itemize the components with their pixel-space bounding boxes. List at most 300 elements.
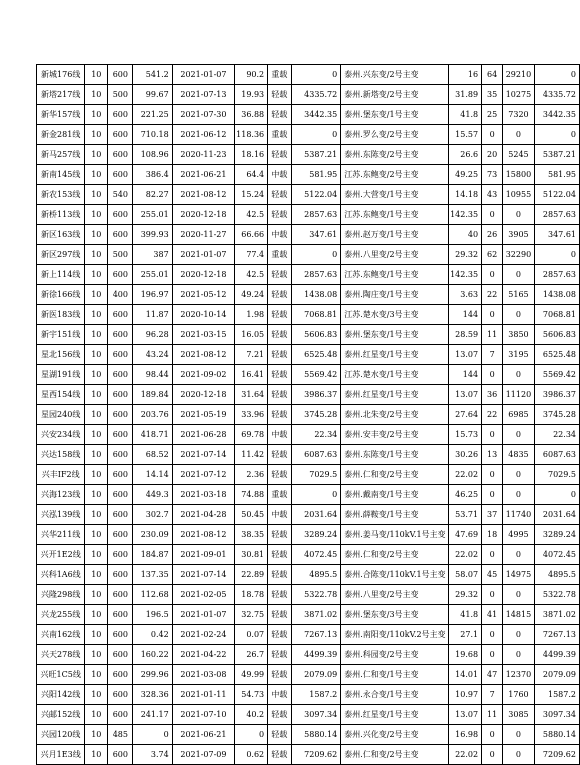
- cell-rated-current: 600: [108, 525, 133, 545]
- cell-substation: 泰州.红星变/1号主变: [341, 345, 449, 365]
- table-body: [37, 65, 580, 765]
- cell-rated-current: 500: [108, 85, 133, 105]
- table-row: [37, 525, 580, 545]
- cell-line-name: 兴南162线: [37, 625, 85, 645]
- cell-load-status: 中载: [268, 505, 291, 525]
- cell-rated-current: 500: [108, 245, 133, 265]
- cell-capacity-value: 7267.13: [534, 625, 579, 645]
- cell-col-l: 0: [503, 585, 535, 605]
- cell-load-status: 重载: [268, 65, 291, 85]
- cell-col-k: 41: [482, 605, 503, 625]
- cell-load-rate: 42.5: [235, 205, 268, 225]
- cell-substation-load-rate: 13.07: [449, 345, 482, 365]
- cell-substation-load-rate: 22.02: [449, 545, 482, 565]
- cell-line-name: 兴天278线: [37, 645, 85, 665]
- cell-load-current: 449.3: [133, 485, 172, 505]
- cell-substation-load-rate: 31.89: [449, 85, 482, 105]
- cell-voltage: 10: [85, 565, 108, 585]
- cell-date: 2021-06-21: [172, 725, 234, 745]
- cell-load-status: 轻载: [268, 605, 291, 625]
- cell-load-rate: 11.42: [235, 445, 268, 465]
- cell-substation-load-rate: 28.59: [449, 325, 482, 345]
- cell-rated-current: 600: [108, 165, 133, 185]
- cell-available-capacity: 4335.72: [291, 85, 341, 105]
- cell-date: 2021-08-12: [172, 185, 234, 205]
- cell-line-name: 兴达158线: [37, 445, 85, 465]
- cell-substation: 泰州.仁和变/2号主变: [341, 465, 449, 485]
- cell-load-status: 重载: [268, 245, 291, 265]
- cell-col-k: 0: [482, 265, 503, 285]
- cell-line-name: 兴隆298线: [37, 585, 85, 605]
- cell-load-current: 241.17: [133, 705, 172, 725]
- cell-substation-load-rate: 46.25: [449, 485, 482, 505]
- cell-load-rate: 36.88: [235, 105, 268, 125]
- cell-rated-current: 600: [108, 665, 133, 685]
- table-row: [37, 445, 580, 465]
- cell-load-status: 轻载: [268, 665, 291, 685]
- table-row: [37, 265, 580, 285]
- cell-capacity-value: 5569.42: [534, 365, 579, 385]
- cell-capacity-value: 6087.63: [534, 445, 579, 465]
- cell-col-l: 0: [503, 265, 535, 285]
- cell-col-l: 6985: [503, 405, 535, 425]
- cell-capacity-value: 4335.72: [534, 85, 579, 105]
- cell-capacity-value: 5387.21: [534, 145, 579, 165]
- cell-capacity-value: 4895.5: [534, 565, 579, 585]
- cell-date: 2021-09-02: [172, 365, 234, 385]
- cell-load-current: 196.97: [133, 285, 172, 305]
- cell-load-current: 399.93: [133, 225, 172, 245]
- cell-load-current: 541.2: [133, 65, 172, 85]
- cell-substation: 泰州.科园变/2号主变: [341, 645, 449, 665]
- cell-line-name: 兴阳142线: [37, 685, 85, 705]
- cell-load-rate: 77.4: [235, 245, 268, 265]
- cell-load-rate: 74.88: [235, 485, 268, 505]
- cell-col-l: 11740: [503, 505, 535, 525]
- cell-rated-current: 600: [108, 565, 133, 585]
- cell-available-capacity: 3745.28: [291, 405, 341, 425]
- cell-substation: 泰州.大营变/1号主变: [341, 185, 449, 205]
- cell-load-current: 96.28: [133, 325, 172, 345]
- cell-col-l: 0: [503, 725, 535, 745]
- cell-substation: 泰州.北朱变/2号主变: [341, 405, 449, 425]
- cell-rated-current: 600: [108, 145, 133, 165]
- cell-line-name: 兴海123线: [37, 485, 85, 505]
- cell-line-name: 兴旺1C5线: [37, 665, 85, 685]
- cell-col-l: 0: [503, 645, 535, 665]
- table-row: [37, 325, 580, 345]
- cell-date: 2021-09-01: [172, 545, 234, 565]
- cell-line-name: 新农153线: [37, 185, 85, 205]
- cell-rated-current: 600: [108, 105, 133, 125]
- cell-available-capacity: 5387.21: [291, 145, 341, 165]
- cell-line-name: 兴龙255线: [37, 605, 85, 625]
- cell-substation-load-rate: 47.69: [449, 525, 482, 545]
- cell-substation: 泰州.赵万变/1号主变: [341, 225, 449, 245]
- cell-capacity-value: 3986.37: [534, 385, 579, 405]
- cell-available-capacity: 7267.13: [291, 625, 341, 645]
- cell-substation-load-rate: 16: [449, 65, 482, 85]
- cell-load-rate: 16.05: [235, 325, 268, 345]
- cell-col-l: 3195: [503, 345, 535, 365]
- cell-col-l: 3085: [503, 705, 535, 725]
- cell-col-k: 13: [482, 445, 503, 465]
- cell-load-current: 328.36: [133, 685, 172, 705]
- cell-col-l: 4995: [503, 525, 535, 545]
- cell-load-current: 203.76: [133, 405, 172, 425]
- cell-load-status: 轻载: [268, 285, 291, 305]
- cell-voltage: 10: [85, 225, 108, 245]
- cell-load-status: 轻载: [268, 625, 291, 645]
- cell-load-current: 3.74: [133, 745, 172, 765]
- table-row: [37, 145, 580, 165]
- cell-col-l: 11120: [503, 385, 535, 405]
- cell-load-rate: 118.36: [235, 125, 268, 145]
- cell-substation: 泰州.薛鞍变/1号主变: [341, 505, 449, 525]
- cell-load-status: 轻载: [268, 725, 291, 745]
- cell-col-l: 7320: [503, 105, 535, 125]
- cell-available-capacity: 3289.24: [291, 525, 341, 545]
- cell-voltage: 10: [85, 85, 108, 105]
- cell-col-l: 0: [503, 465, 535, 485]
- cell-date: 2021-07-12: [172, 465, 234, 485]
- cell-voltage: 10: [85, 165, 108, 185]
- cell-date: 2020-12-18: [172, 205, 234, 225]
- cell-rated-current: 540: [108, 185, 133, 205]
- cell-load-current: 98.44: [133, 365, 172, 385]
- cell-capacity-value: 4072.45: [534, 545, 579, 565]
- cell-capacity-value: 5322.78: [534, 585, 579, 605]
- cell-col-k: 35: [482, 85, 503, 105]
- cell-col-l: 0: [503, 425, 535, 445]
- cell-load-rate: 1.98: [235, 305, 268, 325]
- cell-substation-load-rate: 15.57: [449, 125, 482, 145]
- cell-load-rate: 22.89: [235, 565, 268, 585]
- cell-col-k: 47: [482, 665, 503, 685]
- cell-load-current: 230.09: [133, 525, 172, 545]
- table-row: [37, 425, 580, 445]
- cell-load-rate: 90.2: [235, 65, 268, 85]
- cell-line-name: 新宇151线: [37, 325, 85, 345]
- table-row: [37, 665, 580, 685]
- cell-voltage: 10: [85, 405, 108, 425]
- cell-line-name: 新金281线: [37, 125, 85, 145]
- cell-substation-load-rate: 15.73: [449, 425, 482, 445]
- cell-line-name: 星北156线: [37, 345, 85, 365]
- table-row: [37, 345, 580, 365]
- cell-load-rate: 0.07: [235, 625, 268, 645]
- cell-substation-load-rate: 40: [449, 225, 482, 245]
- cell-voltage: 10: [85, 285, 108, 305]
- cell-col-k: 43: [482, 185, 503, 205]
- cell-voltage: 10: [85, 445, 108, 465]
- cell-substation: 江苏.东鲍变/1号主变: [341, 265, 449, 285]
- cell-voltage: 10: [85, 465, 108, 485]
- cell-load-status: 中载: [268, 225, 291, 245]
- cell-available-capacity: 3871.02: [291, 605, 341, 625]
- cell-available-capacity: 347.61: [291, 225, 341, 245]
- cell-col-k: 7: [482, 685, 503, 705]
- cell-line-name: 新区297线: [37, 245, 85, 265]
- cell-available-capacity: 5122.04: [291, 185, 341, 205]
- cell-capacity-value: 347.61: [534, 225, 579, 245]
- cell-load-current: 196.5: [133, 605, 172, 625]
- cell-load-status: 轻载: [268, 705, 291, 725]
- cell-capacity-value: 2079.09: [534, 665, 579, 685]
- cell-col-k: 0: [482, 205, 503, 225]
- cell-load-rate: 66.66: [235, 225, 268, 245]
- cell-col-l: 32290: [503, 245, 535, 265]
- cell-load-rate: 38.35: [235, 525, 268, 545]
- cell-substation-load-rate: 41.8: [449, 105, 482, 125]
- cell-col-l: 10275: [503, 85, 535, 105]
- cell-voltage: 10: [85, 625, 108, 645]
- table-row: [37, 305, 580, 325]
- cell-substation-load-rate: 13.07: [449, 705, 482, 725]
- cell-voltage: 10: [85, 145, 108, 165]
- cell-date: 2020-11-27: [172, 225, 234, 245]
- cell-rated-current: 600: [108, 625, 133, 645]
- cell-load-status: 轻载: [268, 565, 291, 585]
- cell-line-name: 新徐166线: [37, 285, 85, 305]
- cell-line-name: 兴开1E2线: [37, 545, 85, 565]
- cell-line-name: 新塔217线: [37, 85, 85, 105]
- cell-capacity-value: 5880.14: [534, 725, 579, 745]
- cell-line-name: 新马257线: [37, 145, 85, 165]
- cell-load-current: 68.52: [133, 445, 172, 465]
- cell-date: 2021-02-05: [172, 585, 234, 605]
- cell-date: 2020-10-14: [172, 305, 234, 325]
- cell-load-status: 轻载: [268, 385, 291, 405]
- cell-voltage: 10: [85, 125, 108, 145]
- cell-capacity-value: 22.34: [534, 425, 579, 445]
- cell-load-status: 重载: [268, 485, 291, 505]
- cell-capacity-value: 1587.2: [534, 685, 579, 705]
- cell-load-status: 中载: [268, 425, 291, 445]
- cell-load-status: 轻载: [268, 185, 291, 205]
- cell-load-status: 轻载: [268, 585, 291, 605]
- table-row: [37, 65, 580, 85]
- table-row: [37, 645, 580, 665]
- cell-load-rate: 16.41: [235, 365, 268, 385]
- cell-load-rate: 49.99: [235, 665, 268, 685]
- cell-substation: 泰州.兴化变/2号主变: [341, 725, 449, 745]
- cell-available-capacity: 0: [291, 485, 341, 505]
- cell-capacity-value: 2031.64: [534, 505, 579, 525]
- cell-load-current: 99.67: [133, 85, 172, 105]
- cell-load-status: 轻载: [268, 545, 291, 565]
- cell-load-status: 轻载: [268, 345, 291, 365]
- cell-rated-current: 600: [108, 485, 133, 505]
- cell-line-name: 新城176线: [37, 65, 85, 85]
- cell-col-k: 37: [482, 505, 503, 525]
- cell-load-status: 轻载: [268, 405, 291, 425]
- cell-voltage: 10: [85, 345, 108, 365]
- table-row: [37, 465, 580, 485]
- cell-load-rate: 69.78: [235, 425, 268, 445]
- cell-line-name: 兴邮152线: [37, 705, 85, 725]
- cell-voltage: 10: [85, 105, 108, 125]
- spreadsheet: [36, 64, 580, 765]
- cell-load-status: 中载: [268, 165, 291, 185]
- cell-load-status: 轻载: [268, 145, 291, 165]
- cell-substation-load-rate: 27.1: [449, 625, 482, 645]
- cell-col-k: 62: [482, 245, 503, 265]
- cell-available-capacity: 4895.5: [291, 565, 341, 585]
- cell-load-current: 255.01: [133, 265, 172, 285]
- cell-rated-current: 485: [108, 725, 133, 745]
- cell-col-l: 10955: [503, 185, 535, 205]
- cell-line-name: 兴科1A6线: [37, 565, 85, 585]
- cell-col-l: 5245: [503, 145, 535, 165]
- cell-substation: 泰州.红星变/1号主变: [341, 385, 449, 405]
- cell-date: 2021-06-28: [172, 425, 234, 445]
- cell-substation: 泰州.堡东变/3号主变: [341, 605, 449, 625]
- data-table: [36, 64, 580, 765]
- cell-rated-current: 600: [108, 605, 133, 625]
- cell-available-capacity: 7068.81: [291, 305, 341, 325]
- cell-available-capacity: 6525.48: [291, 345, 341, 365]
- cell-available-capacity: 5322.78: [291, 585, 341, 605]
- cell-rated-current: 600: [108, 445, 133, 465]
- cell-load-current: 418.71: [133, 425, 172, 445]
- cell-load-current: 0: [133, 725, 172, 745]
- cell-rated-current: 600: [108, 65, 133, 85]
- cell-col-k: 20: [482, 145, 503, 165]
- cell-substation-load-rate: 19.68: [449, 645, 482, 665]
- cell-date: 2021-07-14: [172, 565, 234, 585]
- cell-substation: 泰州.兴东变/2号主变: [341, 65, 449, 85]
- cell-capacity-value: 0: [534, 485, 579, 505]
- cell-voltage: 10: [85, 365, 108, 385]
- cell-substation-load-rate: 53.71: [449, 505, 482, 525]
- cell-line-name: 兴安234线: [37, 425, 85, 445]
- cell-load-rate: 54.73: [235, 685, 268, 705]
- cell-rated-current: 600: [108, 325, 133, 345]
- cell-load-current: 108.96: [133, 145, 172, 165]
- cell-date: 2021-06-12: [172, 125, 234, 145]
- cell-voltage: 10: [85, 725, 108, 745]
- cell-available-capacity: 0: [291, 65, 341, 85]
- cell-col-k: 64: [482, 65, 503, 85]
- cell-substation: 泰州.红星变/1号主变: [341, 705, 449, 725]
- cell-load-rate: 15.24: [235, 185, 268, 205]
- cell-voltage: 10: [85, 525, 108, 545]
- cell-voltage: 10: [85, 325, 108, 345]
- cell-col-k: 0: [482, 465, 503, 485]
- table-row: [37, 165, 580, 185]
- cell-load-status: 轻载: [268, 645, 291, 665]
- table-row: [37, 105, 580, 125]
- cell-rated-current: 600: [108, 585, 133, 605]
- cell-voltage: 10: [85, 485, 108, 505]
- cell-load-rate: 30.81: [235, 545, 268, 565]
- cell-capacity-value: 5122.04: [534, 185, 579, 205]
- cell-substation: 泰州.八里变/2号主变: [341, 245, 449, 265]
- cell-load-status: 轻载: [268, 305, 291, 325]
- cell-substation-load-rate: 144: [449, 365, 482, 385]
- cell-load-current: 255.01: [133, 205, 172, 225]
- cell-line-name: 兴华211线: [37, 525, 85, 545]
- cell-load-rate: 31.64: [235, 385, 268, 405]
- cell-capacity-value: 7029.5: [534, 465, 579, 485]
- cell-col-l: 14815: [503, 605, 535, 625]
- table-row: [37, 625, 580, 645]
- cell-substation-load-rate: 27.64: [449, 405, 482, 425]
- cell-available-capacity: 7209.62: [291, 745, 341, 765]
- cell-load-status: 轻载: [268, 85, 291, 105]
- cell-rated-current: 600: [108, 545, 133, 565]
- cell-available-capacity: 2857.63: [291, 265, 341, 285]
- cell-date: 2021-03-15: [172, 325, 234, 345]
- cell-date: 2021-01-11: [172, 685, 234, 705]
- cell-voltage: 10: [85, 705, 108, 725]
- cell-capacity-value: 5606.83: [534, 325, 579, 345]
- cell-date: 2021-01-07: [172, 245, 234, 265]
- cell-substation-load-rate: 142.35: [449, 265, 482, 285]
- cell-rated-current: 600: [108, 385, 133, 405]
- cell-voltage: 10: [85, 605, 108, 625]
- cell-date: 2021-07-09: [172, 745, 234, 765]
- cell-available-capacity: 0: [291, 245, 341, 265]
- cell-capacity-value: 0: [534, 65, 579, 85]
- cell-rated-current: 600: [108, 265, 133, 285]
- cell-voltage: 10: [85, 205, 108, 225]
- cell-col-k: 0: [482, 125, 503, 145]
- cell-voltage: 10: [85, 585, 108, 605]
- cell-col-k: 0: [482, 585, 503, 605]
- cell-substation-load-rate: 29.32: [449, 585, 482, 605]
- cell-capacity-value: 7068.81: [534, 305, 579, 325]
- cell-date: 2021-07-13: [172, 85, 234, 105]
- cell-rated-current: 600: [108, 125, 133, 145]
- table-row: [37, 485, 580, 505]
- cell-load-current: 302.7: [133, 505, 172, 525]
- cell-rated-current: 600: [108, 305, 133, 325]
- cell-date: 2021-02-24: [172, 625, 234, 645]
- cell-col-l: 15800: [503, 165, 535, 185]
- cell-col-k: 0: [482, 645, 503, 665]
- cell-load-current: 137.35: [133, 565, 172, 585]
- cell-col-k: 0: [482, 545, 503, 565]
- cell-substation: 泰州.堡东变/1号主变: [341, 325, 449, 345]
- cell-substation: 泰州.永合变/1号主变: [341, 685, 449, 705]
- cell-load-current: 386.4: [133, 165, 172, 185]
- cell-capacity-value: 0: [534, 125, 579, 145]
- cell-col-k: 0: [482, 725, 503, 745]
- cell-line-name: 新华157线: [37, 105, 85, 125]
- cell-date: 2021-01-07: [172, 605, 234, 625]
- cell-load-rate: 32.75: [235, 605, 268, 625]
- cell-substation-load-rate: 41.8: [449, 605, 482, 625]
- table-row: [37, 125, 580, 145]
- cell-capacity-value: 3745.28: [534, 405, 579, 425]
- cell-col-k: 73: [482, 165, 503, 185]
- cell-voltage: 10: [85, 245, 108, 265]
- cell-substation: 泰州.东陈变/2号主变: [341, 145, 449, 165]
- cell-rated-current: 600: [108, 205, 133, 225]
- cell-load-status: 轻载: [268, 445, 291, 465]
- cell-line-name: 兴月1E3线: [37, 745, 85, 765]
- cell-available-capacity: 22.34: [291, 425, 341, 445]
- cell-col-l: 12370: [503, 665, 535, 685]
- cell-available-capacity: 3442.35: [291, 105, 341, 125]
- cell-substation-load-rate: 10.97: [449, 685, 482, 705]
- cell-load-current: 11.87: [133, 305, 172, 325]
- cell-rated-current: 600: [108, 745, 133, 765]
- cell-substation: 泰州.八里变/2号主变: [341, 585, 449, 605]
- cell-date: 2021-08-12: [172, 525, 234, 545]
